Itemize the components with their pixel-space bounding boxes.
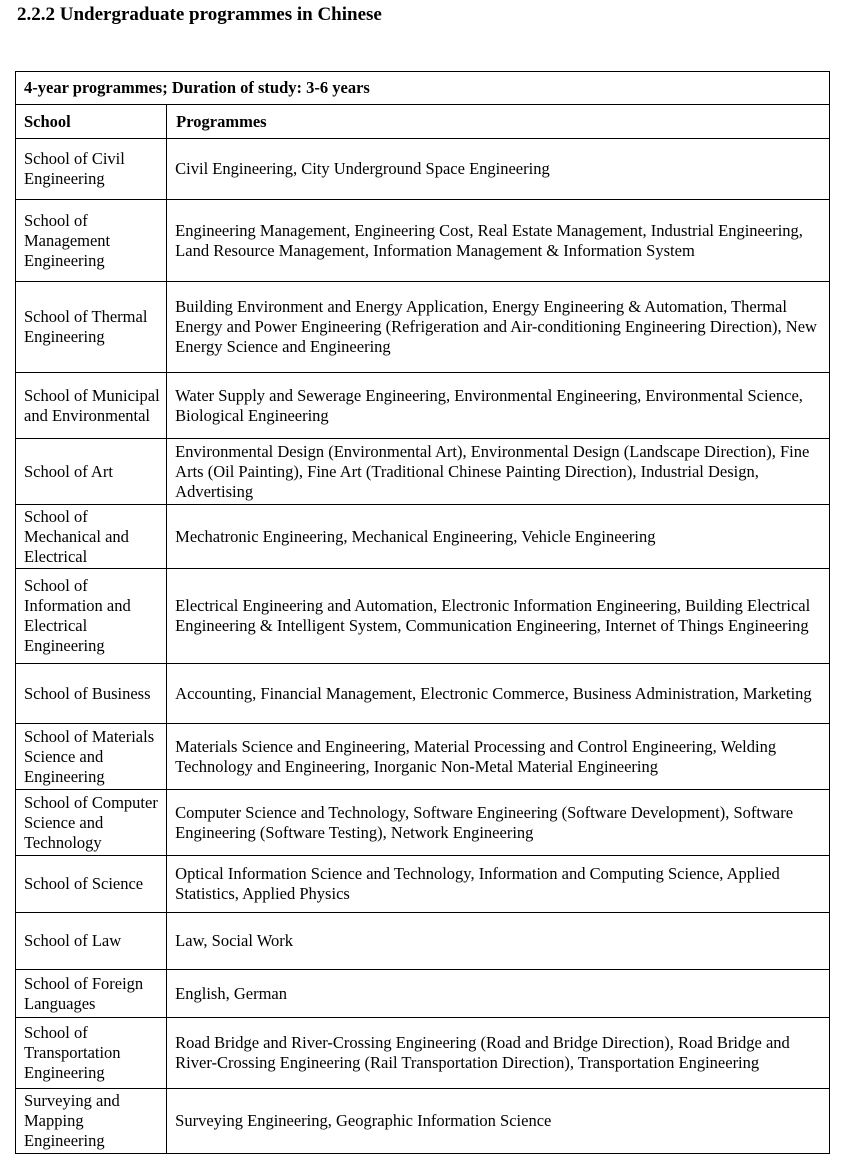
- table-row: [16, 724, 830, 790]
- programmes-list: Mechatronic Engineering, Mechanical Engineering, Vehicle Engineering: [167, 505, 830, 569]
- school-name: School of Science: [16, 856, 167, 913]
- programmes-list: Surveying Engineering, Geographic Information Science: [167, 1089, 830, 1154]
- programmes-list: Materials Science and Engineering, Material Processing and Control Engineering, Welding Technology and Engineering, Inorganic Non-Metal Material Engineering: [167, 724, 830, 790]
- programmes-list: Computer Science and Technology, Software Engineering (Software Development), Software Engineering (Software Testing), Network Engineering: [167, 790, 830, 856]
- school-name: School of Transportation Engineering: [16, 1018, 167, 1089]
- programmes-list: Accounting, Financial Management, Electronic Commerce, Business Administration, Marketing: [167, 664, 830, 724]
- programmes-list: Electrical Engineering and Automation, Electronic Information Engineering, Building Electrical Engineering & Intelligent System, Communication Engineering, Internet of Things Engineering: [167, 569, 830, 664]
- column-header-programmes: Programmes: [167, 105, 830, 139]
- programmes-list: English, German: [167, 970, 830, 1018]
- column-header-school: School: [16, 105, 167, 139]
- programmes-list: Building Environment and Energy Application, Energy Engineering & Automation, Thermal Energy and Power Engineering (Refrigeration and Air-conditioning Engineering Direction), New Energy Science and Engineering: [167, 282, 830, 373]
- school-name: School of Mechanical and Electrical: [16, 505, 167, 569]
- table-row: [16, 282, 830, 373]
- table-row: [16, 913, 830, 970]
- table-row: [16, 1018, 830, 1089]
- programmes-list: Engineering Management, Engineering Cost, Real Estate Management, Industrial Engineering, Land Resource Management, Information Management & Information System: [167, 200, 830, 282]
- programmes-list: Environmental Design (Environmental Art), Environmental Design (Landscape Direction), Fine Arts (Oil Painting), Fine Art (Traditional Chinese Painting Direction), Industrial Design, Advertising: [167, 439, 830, 505]
- table-row: [16, 856, 830, 913]
- programmes-list: Law, Social Work: [167, 913, 830, 970]
- table-row: [16, 1089, 830, 1154]
- programmes-list: Water Supply and Sewerage Engineering, Environmental Engineering, Environmental Science, Biological Engineering: [167, 373, 830, 439]
- programmes-list: Optical Information Science and Technology, Information and Computing Science, Applied Statistics, Applied Physics: [167, 856, 830, 913]
- programmes-list: Road Bridge and River-Crossing Engineering (Road and Bridge Direction), Road Bridge and River-Crossing Engineering (Rail Transportation Direction), Transportation Engineering: [167, 1018, 830, 1089]
- table-row: [16, 373, 830, 439]
- school-name: School of Civil Engineering: [16, 139, 167, 200]
- school-name: School of Thermal Engineering: [16, 282, 167, 373]
- table-caption: 4-year programmes; Duration of study: 3-6 years: [16, 72, 830, 105]
- header-row: [16, 105, 830, 139]
- table-row: [16, 200, 830, 282]
- school-name: School of Art: [16, 439, 167, 505]
- school-name: School of Municipal and Environmental: [16, 373, 167, 439]
- table-row: [16, 790, 830, 856]
- caption-row: [16, 72, 830, 105]
- school-name: School of Information and Electrical Engineering: [16, 569, 167, 664]
- school-name: School of Materials Science and Engineering: [16, 724, 167, 790]
- table-row: [16, 505, 830, 569]
- section-heading: 2.2.2 Undergraduate programmes in Chinese: [17, 4, 382, 25]
- school-name: School of Business: [16, 664, 167, 724]
- school-name: School of Law: [16, 913, 167, 970]
- table-row: [16, 439, 830, 505]
- school-name: School of Management Engineering: [16, 200, 167, 282]
- programmes-table: [15, 71, 830, 1154]
- table-row: [16, 970, 830, 1018]
- programmes-list: Civil Engineering, City Underground Space Engineering: [167, 139, 830, 200]
- table-row: [16, 569, 830, 664]
- school-name: School of Computer Science and Technology: [16, 790, 167, 856]
- table-row: [16, 139, 830, 200]
- school-name: Surveying and Mapping Engineering: [16, 1089, 167, 1154]
- table-row: [16, 664, 830, 724]
- school-name: School of Foreign Languages: [16, 970, 167, 1018]
